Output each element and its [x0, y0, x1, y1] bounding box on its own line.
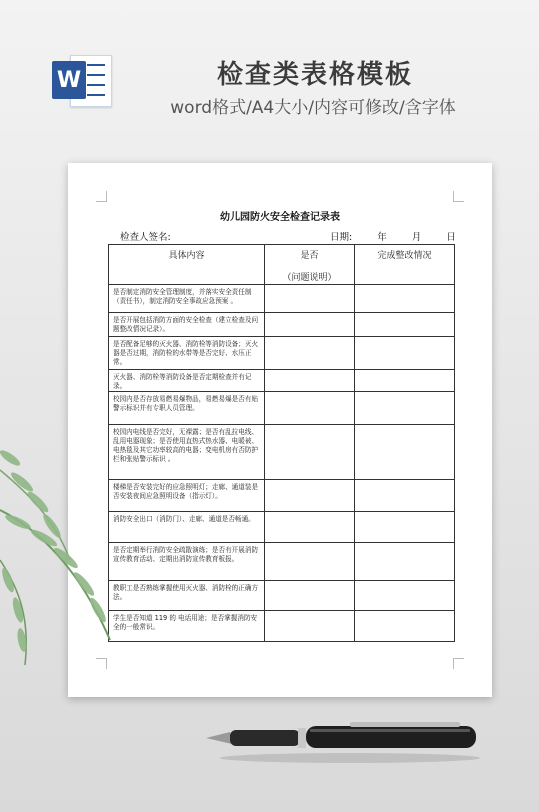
- crop-mark: [96, 191, 107, 202]
- table-row: [109, 611, 455, 642]
- yesno-cell[interactable]: [265, 370, 355, 392]
- rectify-cell[interactable]: [355, 425, 455, 480]
- rectify-cell[interactable]: [355, 285, 455, 313]
- day-label: 日: [446, 232, 456, 243]
- yesno-cell[interactable]: [265, 285, 355, 313]
- row-content: 灭火器、消防栓等消防设备是否定期检查并有记录。: [109, 370, 265, 392]
- table-row: [109, 581, 455, 611]
- inspection-table: [108, 244, 455, 642]
- table-row: [109, 392, 455, 425]
- row-content: 校园内电线是否完好，无裸露；是否有乱拉电线、乱用电器现象；是否使用直热式热水器、电暖被、电热毯及其它功率较高的电器；变电机房有否防护栏和张贴警示标识 。: [109, 425, 265, 480]
- crop-mark: [453, 658, 464, 669]
- table-row: [109, 285, 455, 313]
- rectify-cell[interactable]: [355, 581, 455, 611]
- rectify-cell[interactable]: [355, 480, 455, 512]
- header-content: 具体内容: [109, 245, 265, 285]
- date-label: 日期:: [330, 232, 353, 243]
- word-badge: W: [52, 61, 86, 99]
- rectify-cell[interactable]: [355, 543, 455, 581]
- inspector-label: 检查人签名:: [120, 232, 171, 243]
- row-content: 楼梯是否安装完好的应急照明灯；走廊、通道装是否安装夜间应急照明设备（指示灯）。: [109, 480, 265, 512]
- row-content: 学生是否知道 119 的 电话用途；是否掌握消防安全的一般常识。: [109, 611, 265, 642]
- row-content: 是否定期举行消防安全疏散演练；是否有开展消防宣传教育活动、定期出消防宣传教育板报。: [109, 543, 265, 581]
- table-row: [109, 313, 455, 337]
- yesno-cell[interactable]: [265, 611, 355, 642]
- yesno-cell[interactable]: [265, 313, 355, 337]
- table-row: [109, 370, 455, 392]
- rectify-cell[interactable]: [355, 370, 455, 392]
- month-label: 月: [411, 232, 422, 243]
- page-subtitle: word格式/A4大小/内容可修改/含字体: [170, 98, 456, 118]
- header-yesno: 是否 （问题说明）: [265, 245, 355, 285]
- rectify-cell[interactable]: [355, 512, 455, 543]
- yesno-cell[interactable]: [265, 512, 355, 543]
- table-row: [109, 512, 455, 543]
- row-content: 是否制定消防安全管理制度，并落实安全责任制（责任书），制定消防安全事故应急预案 。: [109, 285, 265, 313]
- yesno-cell[interactable]: [265, 480, 355, 512]
- table-row: [109, 337, 455, 370]
- rectify-cell[interactable]: [355, 392, 455, 425]
- yesno-cell[interactable]: [265, 425, 355, 480]
- yesno-cell[interactable]: [265, 337, 355, 370]
- yesno-cell[interactable]: [265, 581, 355, 611]
- inspector-signature: [120, 229, 171, 243]
- row-content: 是否配备足够的灭火器、消防栓等消防设备；灭火器是否过期，消防栓的水带等是否完好、水压正常。: [109, 337, 265, 370]
- row-content: 是否开展包括消防方面的安全检查（建立检查及问题整改情况记录）。: [109, 313, 265, 337]
- header-rectify: 完成整改情况: [355, 245, 455, 285]
- word-icon: [52, 53, 116, 109]
- form-title: 幼儿园防火安全检查记录表: [220, 212, 340, 223]
- table-row: [109, 543, 455, 581]
- year-label: 年: [377, 232, 387, 243]
- table-row: [109, 425, 455, 480]
- rectify-cell[interactable]: [355, 337, 455, 370]
- header-yesno-sub: （问题说明）: [282, 273, 337, 283]
- plant-leaves-decoration: [0, 440, 140, 670]
- fountain-pen-decoration: [200, 700, 500, 770]
- page-title: 检查类表格模板: [216, 60, 413, 90]
- table-row: [109, 480, 455, 512]
- crop-mark: [453, 191, 464, 202]
- row-content: 消防安全出口（消防门）、走廊、通道是否畅通。: [109, 512, 265, 543]
- row-content: 校园内是否存放易燃易爆物品，易燃易爆是否有贴警示标识并有专职人员管理。: [109, 392, 265, 425]
- yesno-cell[interactable]: [265, 543, 355, 581]
- table-header-row: [109, 245, 455, 285]
- row-content: 教职工是否熟练掌握使用灭火器、消防栓的正确方法。: [109, 581, 265, 611]
- date-field: [330, 229, 456, 243]
- yesno-cell[interactable]: [265, 392, 355, 425]
- rectify-cell[interactable]: [355, 313, 455, 337]
- rectify-cell[interactable]: [355, 611, 455, 642]
